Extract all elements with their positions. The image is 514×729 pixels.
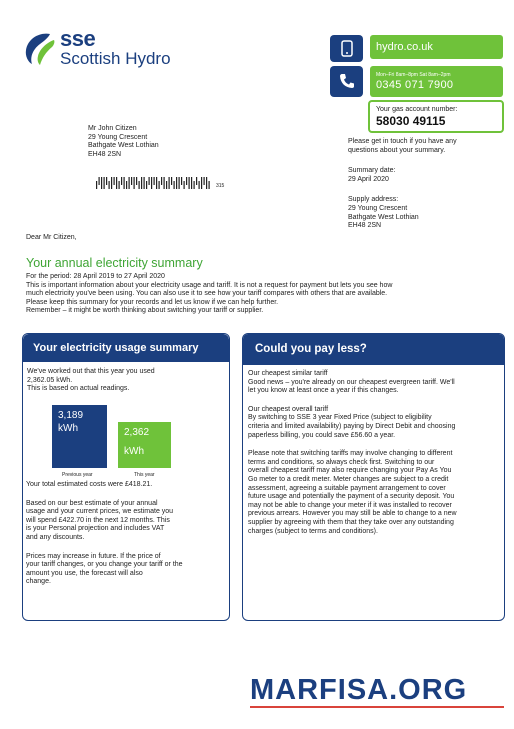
intro-line: much electricity you've been using. You can also use it to see how your tariff compares with others that are available.	[26, 290, 388, 298]
pay-less-text: previous arrears. However you may still be able to change to a new	[248, 510, 457, 518]
usage-text: is your Personal projection and includes VAT	[26, 525, 165, 533]
usage-text: amount you use, the forecast will also	[26, 569, 143, 577]
phone-bar[interactable]	[370, 66, 503, 97]
website-link[interactable]: hydro.co.uk	[370, 35, 503, 59]
this-year-value: 2,362	[124, 427, 150, 438]
account-number-box	[368, 100, 504, 133]
intro-text	[26, 273, 456, 316]
previous-year-bar	[52, 405, 107, 468]
side-info	[348, 138, 498, 231]
this-year-unit: kWh	[124, 446, 144, 457]
intro-line: For the period: 28 April 2019 to 27 April 2020	[26, 273, 165, 280]
supply-label: Supply address:	[348, 196, 399, 204]
recipient-address	[88, 125, 159, 159]
pay-less-text: paperless billing, you could save £56.60 a year.	[248, 431, 396, 439]
sse-swirl-logo-icon	[22, 30, 56, 66]
barcode-number: 315	[216, 183, 225, 189]
recipient-name: Mr John Citizen	[88, 125, 137, 132]
summary-date-label: Summary date:	[348, 167, 396, 175]
phone-number[interactable]: 0345 071 7900	[376, 79, 454, 91]
previous-year-unit: kWh	[58, 423, 78, 434]
pay-less-text: overall cheapest tariff may also require changing your Pay As You	[248, 467, 452, 475]
pay-less-text: Our cheapest overall tariff	[248, 405, 329, 413]
greeting: Dear Mr Citizen,	[26, 234, 77, 241]
phone-icon-box	[330, 66, 363, 97]
intro-line: Remember – it might be worth thinking about switching your tariff or supplier.	[26, 307, 264, 315]
usage-text: This is based on actual readings.	[27, 385, 130, 393]
pay-less-text: terms and conditions, so always check first. Switching to our	[248, 458, 435, 466]
pay-less-text: let you know at least once a year if this changes.	[248, 387, 399, 395]
pay-less-text: criteria and limited availability) paying by Direct Debit and choosing	[248, 422, 456, 430]
usage-text: your tariff changes, or you change your tariff or the	[26, 561, 183, 569]
usage-text: Prices may increase in future. If the price of	[26, 552, 161, 560]
get-in-touch-2: questions about your summary.	[348, 146, 446, 154]
pay-less-text: By switching to SSE 3 year Fixed Price (subject to eligibility	[248, 414, 432, 422]
usage-panel-heading: Your electricity usage summary	[23, 334, 229, 362]
usage-text: Based on our best estimate of your annual	[26, 499, 158, 507]
supply-postcode: EH48 2SN	[348, 222, 382, 230]
usage-text: usage and your current prices, we estimate you	[26, 508, 174, 516]
pay-less-text: may not be able to change your meter if it was installed to recover	[248, 501, 452, 509]
usage-text: will spend £422.70 in the next 12 months. This	[26, 516, 170, 524]
usage-text: 2,362.05 kWh.	[27, 376, 73, 384]
address-line1: 29 Young Crescent	[88, 133, 148, 141]
account-number: 58030 49115	[376, 114, 446, 128]
intro-line: This is important information about your electricity usage and tariff. It is not a request for payment but lets you see how	[26, 281, 393, 289]
pay-less-body	[243, 365, 504, 536]
mobile-icon	[341, 40, 353, 57]
pay-less-text: charges (subject to terms and conditions).	[248, 527, 378, 535]
account-label: Your gas account number:	[376, 106, 458, 113]
watermark-underline	[250, 706, 504, 708]
pay-less-text: Our cheapest similar tariff	[248, 370, 328, 377]
usage-text: and any discounts.	[26, 533, 85, 541]
address-line2: Bathgate West Lothian	[88, 142, 159, 150]
phone-hours: Mon–Fri 8am–8pm Sat 8am–2pm	[376, 72, 451, 78]
pay-less-text: Good news – you're already on our cheapest evergreen tariff. We'll	[248, 378, 455, 386]
pay-less-text: Please note that switching tariffs may involve changing to different	[248, 450, 453, 458]
usage-body	[26, 481, 226, 587]
this-year-label: This year	[134, 472, 155, 478]
usage-p1	[23, 362, 229, 394]
pay-less-panel	[242, 333, 505, 621]
page-title: Your annual electricity summary	[26, 256, 203, 270]
brand-name: sse	[60, 26, 96, 51]
previous-year-label: Previous year	[62, 472, 93, 478]
usage-text: change.	[26, 578, 51, 586]
watermark-logo: MARFISA.ORG	[250, 674, 468, 706]
pay-less-text: assessment, agreeing a suitable payment arrangement to cover	[248, 484, 446, 492]
postal-barcode-icon	[96, 177, 212, 189]
address-postcode: EH48 2SN	[88, 150, 122, 158]
pay-less-text: future usage and potentially the payment of a security deposit. You	[248, 493, 455, 501]
pay-less-text: Go meter to a credit meter. Meter changes are subject to a credit	[248, 475, 449, 483]
mobile-icon-box	[330, 35, 363, 62]
total-costs: Your total estimated costs were £418.21.	[26, 481, 153, 488]
get-in-touch-1: Please get in touch if you have any	[348, 138, 457, 145]
pay-less-heading: Could you pay less?	[243, 334, 504, 365]
intro-line: Please keep this summary for your records and let us know if we can help further.	[26, 298, 279, 306]
this-year-bar	[118, 422, 171, 468]
pay-less-text: supplier by agreeing with them that they take over any outstanding	[248, 518, 454, 526]
summary-date: 29 April 2020	[348, 175, 389, 183]
brand-subname: Scottish Hydro	[60, 49, 171, 68]
supply-line2: Bathgate West Lothian	[348, 213, 419, 221]
phone-icon	[339, 73, 355, 89]
previous-year-value: 3,189	[58, 410, 84, 421]
supply-line1: 29 Young Crescent	[348, 204, 408, 212]
usage-text: We've worked out that this year you used	[27, 368, 155, 375]
